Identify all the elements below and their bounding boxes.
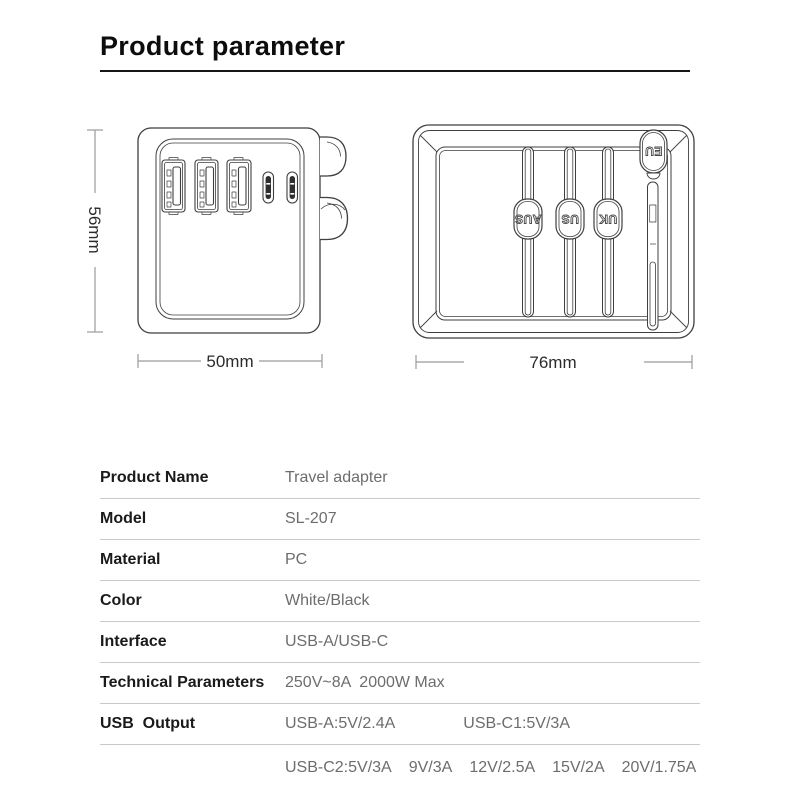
row-label: Technical Parameters xyxy=(100,674,265,691)
output-value: USB-C2:5V/3A xyxy=(285,758,392,776)
row-label: Product Name xyxy=(100,469,209,486)
output-value: 12V/2.5A xyxy=(469,758,536,776)
output-value: 9V/3A xyxy=(408,758,453,776)
row-label: Interface xyxy=(100,633,167,650)
table-row xyxy=(100,622,700,663)
table-row xyxy=(100,499,700,540)
row-value: PC xyxy=(285,551,308,568)
row-label: USB Output xyxy=(100,715,196,732)
table-row xyxy=(100,663,700,704)
front-height-label: 56mm xyxy=(85,206,104,254)
eu-slider-track xyxy=(648,182,659,330)
slider-label-eu: EU xyxy=(644,144,663,158)
slider-label-uk: UK xyxy=(598,212,618,226)
row-label: Color xyxy=(100,592,142,609)
table-row xyxy=(100,704,700,745)
usb-a-output-value: USB-A:5V/2.4A xyxy=(285,715,396,732)
table-row xyxy=(100,581,700,622)
table-row xyxy=(100,458,700,499)
front-width-label: 50mm xyxy=(206,352,254,371)
side-plug-bump-top xyxy=(320,137,346,176)
table-row xyxy=(100,745,700,790)
row-value xyxy=(285,715,570,733)
page-title: Product parameter xyxy=(100,31,346,61)
row-label: Model xyxy=(100,510,147,527)
row-value: Travel adapter xyxy=(285,469,388,486)
spec-table xyxy=(100,458,700,790)
usb-c-port xyxy=(263,172,274,203)
side-plug-bump-bottom xyxy=(320,198,348,240)
usb-a-port xyxy=(195,158,218,215)
front-view-drawing xyxy=(138,128,348,333)
output-value: 15V/2A xyxy=(552,758,605,776)
usb-c-port xyxy=(287,172,298,203)
usb-a-port xyxy=(162,158,185,215)
row-value: USB-A/USB-C xyxy=(285,633,389,650)
row-value: SL-207 xyxy=(285,510,337,527)
slider-label-us: US xyxy=(561,212,579,226)
table-row xyxy=(100,540,700,581)
usb-a-port xyxy=(227,158,251,215)
row-label: Material xyxy=(100,551,161,568)
slider-label-aus: AUS xyxy=(514,212,542,226)
usb-c1-output-value: USB-C1:5V/3A xyxy=(463,715,570,732)
side-width-label: 76mm xyxy=(529,353,577,372)
usb-c2-output-values xyxy=(285,759,696,777)
side-face-inner-line xyxy=(440,151,668,317)
row-value: 250V~8A 2000W Max xyxy=(285,674,445,691)
row-value: White/Black xyxy=(285,592,370,609)
output-value: 20V/1.75A xyxy=(621,758,697,776)
